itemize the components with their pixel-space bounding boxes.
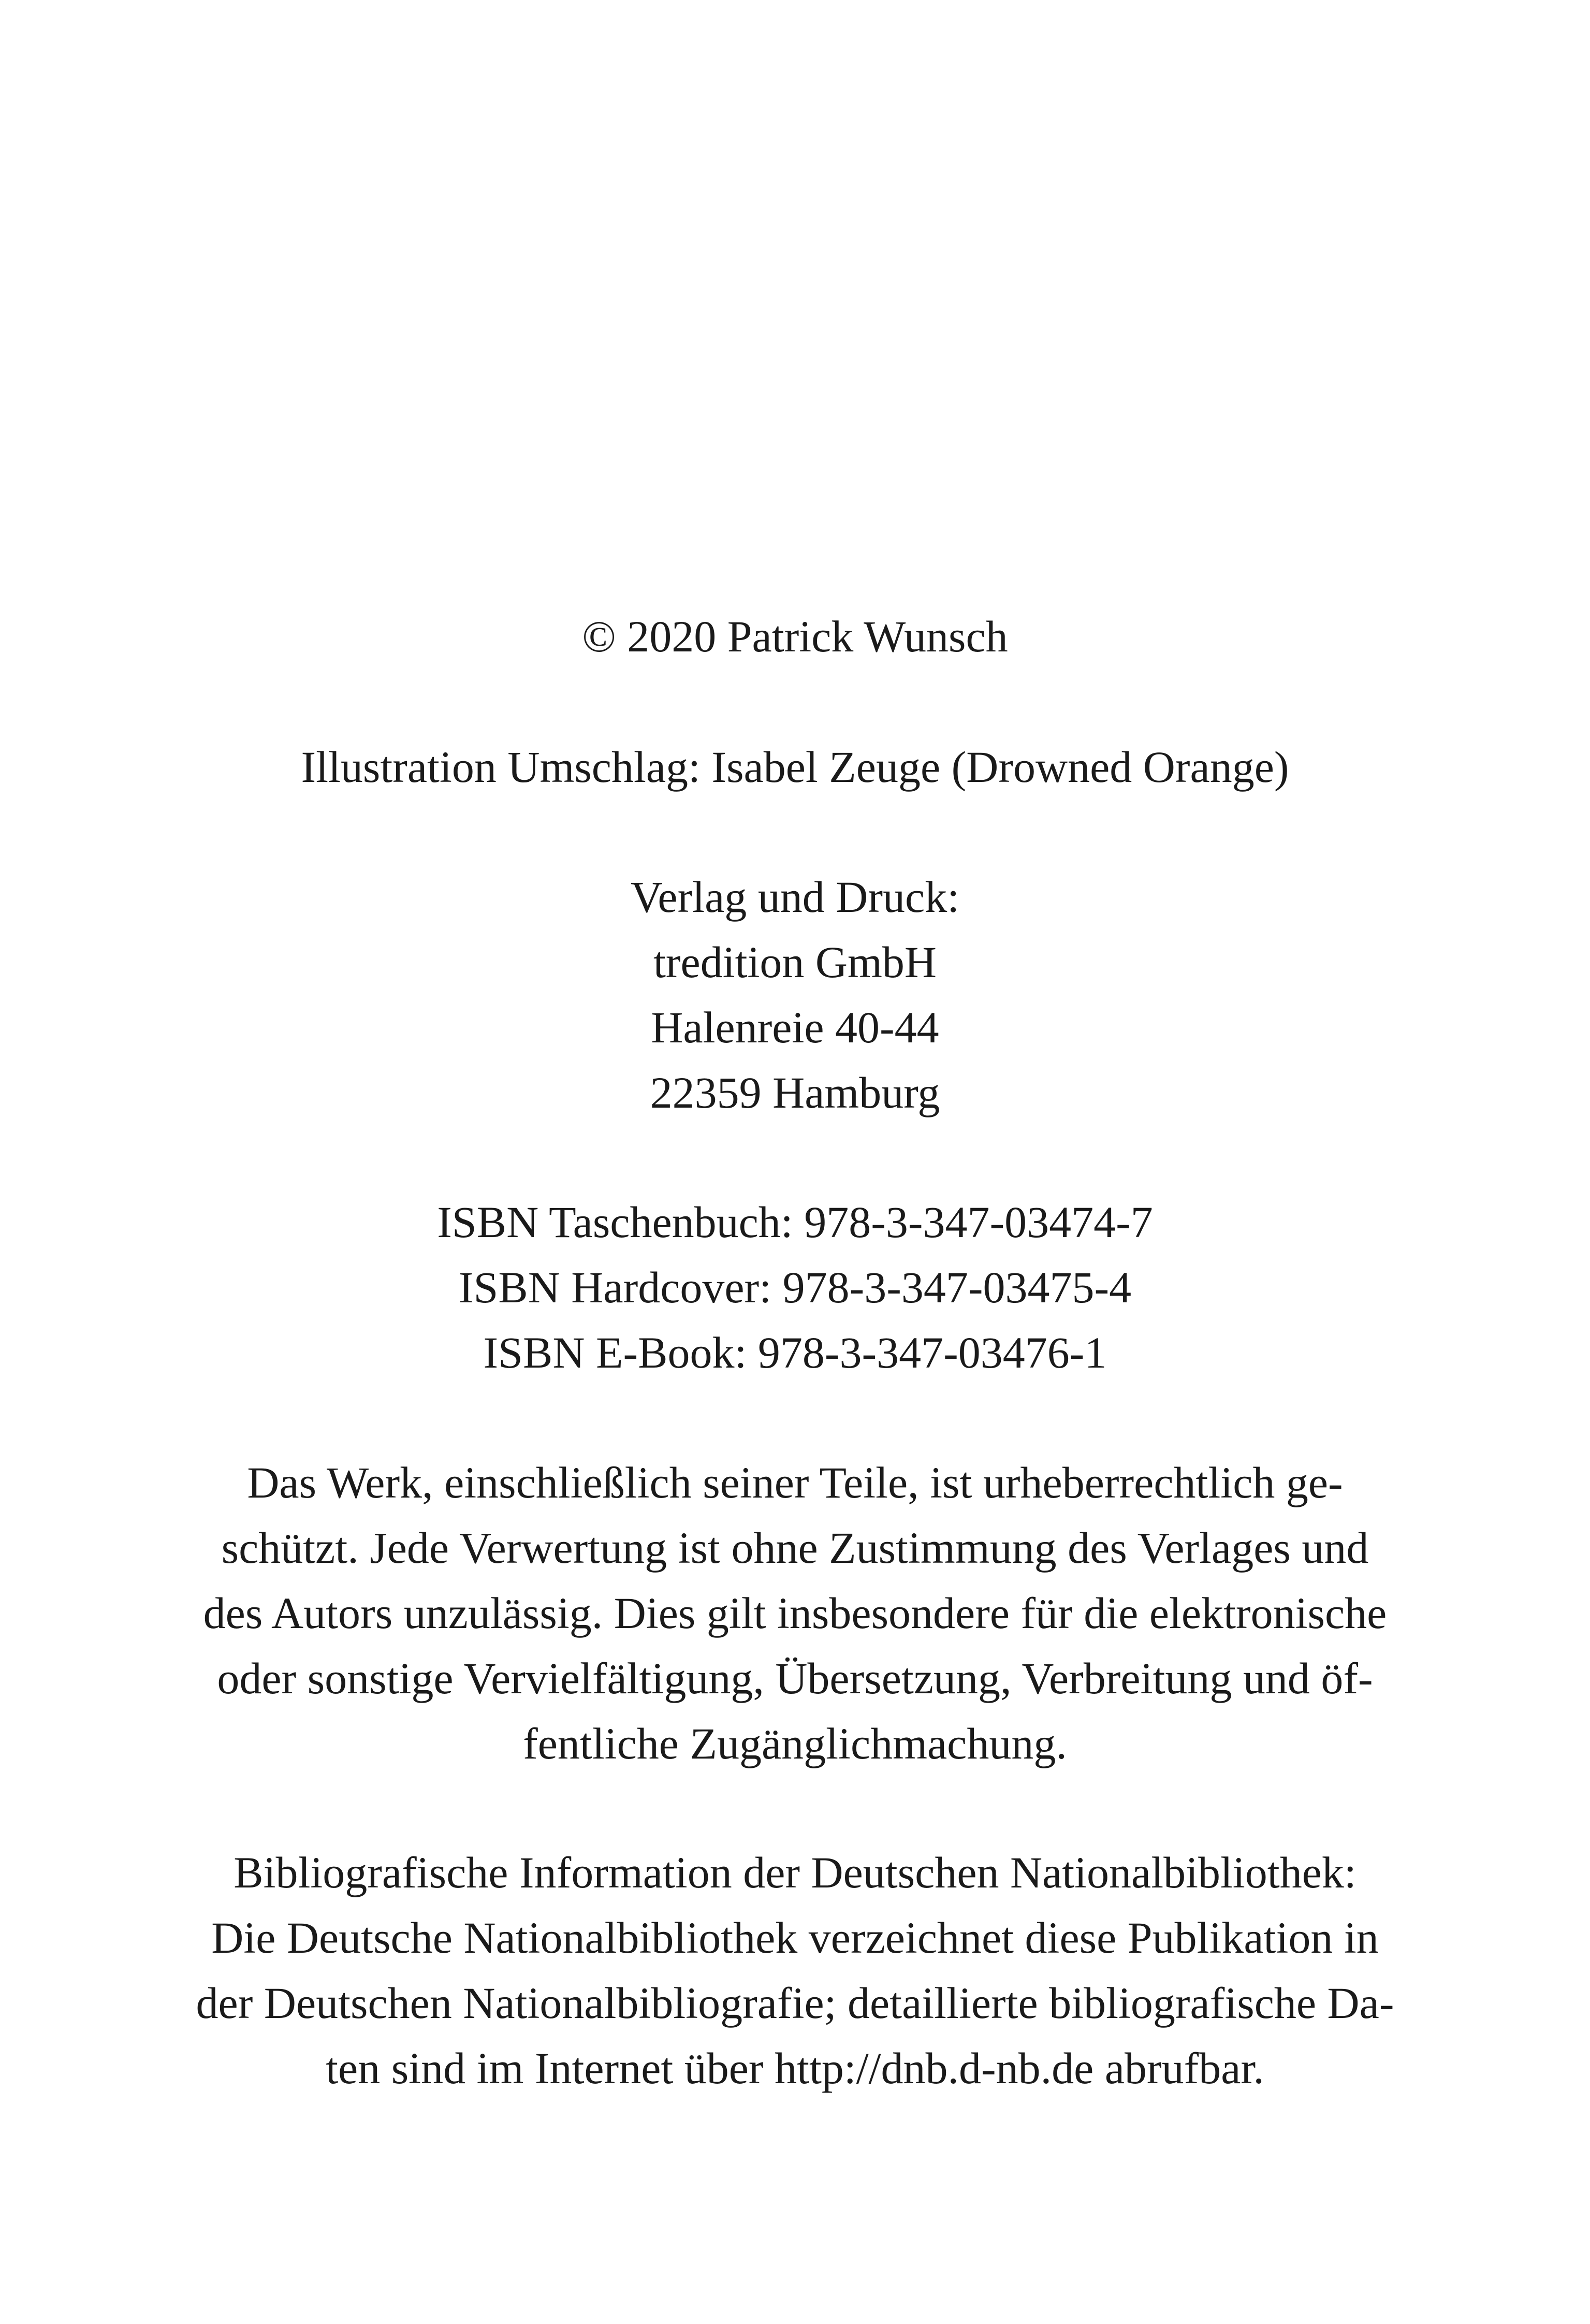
rights-line: oder sonstige Vervielfältigung, Übersetzung, Verbreitung und öf- — [217, 1653, 1373, 1703]
dnb-line: der Deutschen Nationalbibliografie; detaillierte bibliografische Da- — [196, 1978, 1394, 2028]
copyright-line: © 2020 Patrick Wunsch — [582, 612, 1008, 661]
isbn-paperback: ISBN Taschenbuch: 978-3-347-03474-7 — [437, 1197, 1153, 1247]
publisher-street: Halenreie 40-44 — [651, 1003, 939, 1052]
rights-line: schützt. Jede Verwertung ist ohne Zustimmung des Verlages und — [221, 1523, 1369, 1573]
publisher-address — [0, 864, 1590, 1125]
publisher-heading: Verlag und Druck: — [630, 872, 960, 922]
isbn-list — [0, 1189, 1590, 1385]
copyright-notice — [0, 604, 1590, 669]
illustration-line: Illustration Umschlag: Isabel Zeuge (Drowned Orange) — [301, 742, 1289, 792]
isbn-ebook: ISBN E-Book: 978-3-347-03476-1 — [483, 1328, 1107, 1377]
copyright-rights-paragraph — [0, 1450, 1590, 1776]
cover-illustration-credit — [0, 734, 1590, 800]
dnb-line: Bibliografische Information der Deutschen Nationalbibliothek: — [234, 1848, 1356, 1897]
dnb-line: Die Deutsche Nationalbibliothek verzeichnet diese Publikation in — [211, 1913, 1379, 1963]
publisher-city: 22359 Hamburg — [650, 1068, 940, 1117]
isbn-hardcover: ISBN Hardcover: 978-3-347-03475-4 — [458, 1262, 1132, 1312]
dnb-line: ten sind im Internet über http://dnb.d-nb.de abrufbar. — [326, 2043, 1264, 2093]
dnb-bibliographic-info — [0, 1840, 1590, 2101]
publisher-name: tredition GmbH — [653, 937, 937, 987]
rights-line: fentliche Zugänglichmachung. — [523, 1719, 1067, 1768]
rights-line: des Autors unzulässig. Dies gilt insbesondere für die elektronische — [203, 1588, 1387, 1638]
rights-line: Das Werk, einschließlich seiner Teile, ist urheberrechtlich ge- — [247, 1458, 1343, 1507]
